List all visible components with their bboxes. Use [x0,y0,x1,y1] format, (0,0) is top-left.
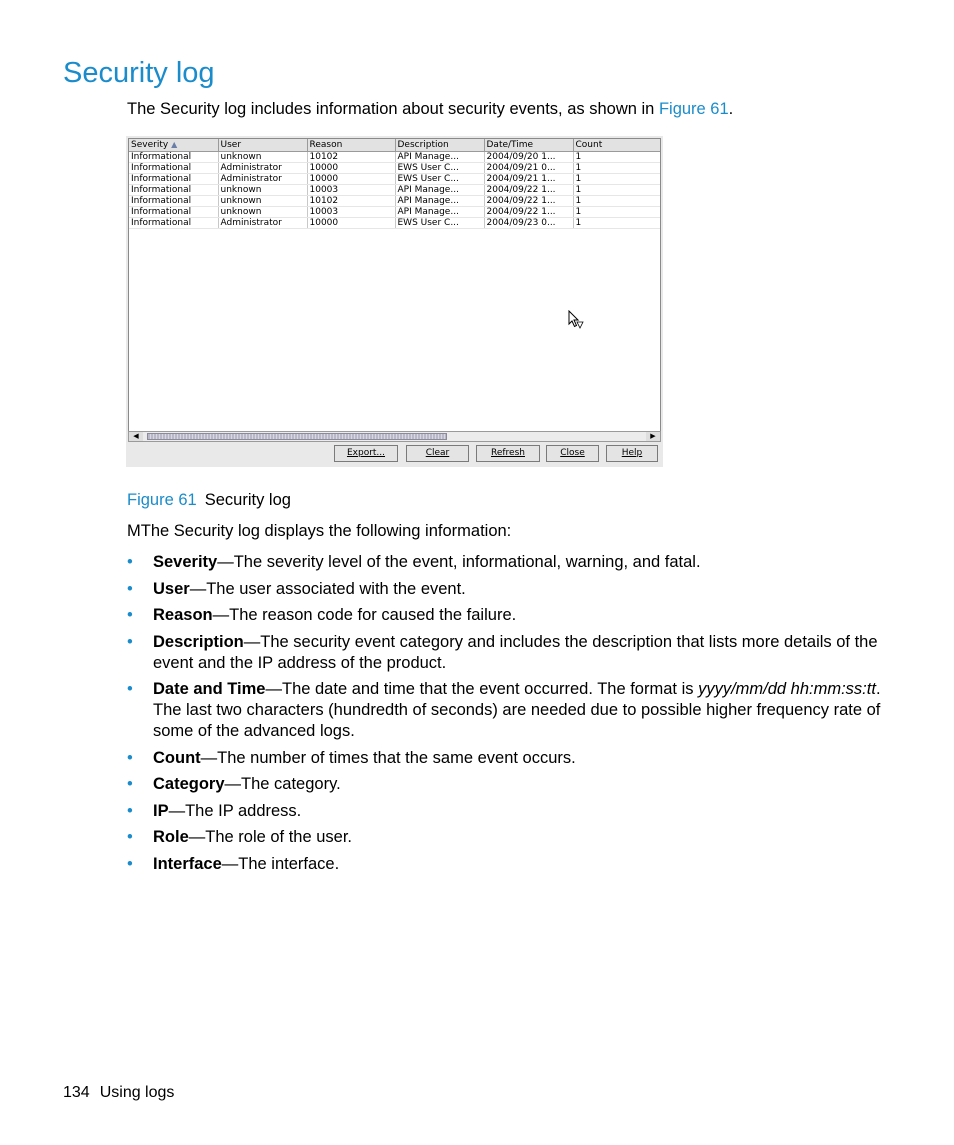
cell-user: Administrator [218,218,307,229]
field-description: —The IP address. [168,801,302,820]
cell-reason: 10000 [307,218,395,229]
field-description: —The number of times that the same event occurs. [200,748,576,767]
list-item [127,854,887,875]
cell-description: API Manage... [395,207,484,218]
table-header-row [129,139,661,152]
bullet-icon: • [127,553,133,571]
export-button[interactable]: Export... [334,445,398,462]
cell-date-time: 2004/09/23 0... [484,218,573,229]
intro-text: The Security log includes information about security events, as shown in [127,100,655,118]
cell-description: EWS User C... [395,174,484,185]
cell-count: 1 [573,196,661,207]
field-description: —The category. [224,775,341,793]
field-description: —The user associated with the event. [189,579,466,598]
bullet-icon: • [127,606,133,624]
cell-count: 1 [573,174,661,185]
field-description: —The severity level of the event, informational, warning, and fatal. [217,553,701,571]
table-row[interactable] [129,174,661,185]
figure-caption [127,489,291,511]
clear-button[interactable]: Clear [406,445,469,462]
column-header-user[interactable]: User [218,139,307,152]
list-item [127,579,887,600]
list-item [127,774,887,795]
intro-paragraph [127,98,733,120]
bullet-icon: • [127,775,133,793]
bullet-icon: • [127,748,133,767]
list-item [127,801,887,822]
column-header-count[interactable]: Count [573,139,661,152]
field-term: Date and Time [153,680,266,698]
cell-reason: 10003 [307,207,395,218]
table-row[interactable] [129,163,661,174]
mouse-cursor-icon [568,310,584,330]
cell-description: EWS User C... [395,163,484,174]
cell-description: API Manage... [395,185,484,196]
cell-severity: Informational [129,163,218,174]
cell-reason: 10000 [307,163,395,174]
dialog-button-row [126,445,663,463]
field-term: IP [153,801,169,820]
security-log-table [129,139,661,229]
field-description-continued: . The last two characters (hundredth of seconds) are needed due to possible higher frequency rate of some of the advanced logs. [153,680,881,740]
cell-date-time: 2004/09/21 1... [484,174,573,185]
column-header-description[interactable]: Description [395,139,484,152]
cell-date-time: 2004/09/22 1... [484,185,573,196]
bullet-icon: • [127,579,133,598]
field-term: Interface [153,854,222,873]
column-header-reason[interactable]: Reason [307,139,395,152]
bullet-icon: • [127,854,133,873]
figure-link[interactable]: Figure 61 [658,100,729,118]
table-row[interactable] [129,207,661,218]
refresh-button[interactable]: Refresh [476,445,540,462]
close-button[interactable]: Close [546,445,599,462]
cell-user: unknown [218,185,307,196]
scroll-left-icon[interactable]: ◀ [129,432,143,441]
cell-severity: Informational [129,207,218,218]
scrollbar-thumb[interactable] [147,433,447,440]
help-button[interactable]: Help [606,445,658,462]
cell-count: 1 [573,185,661,196]
figure-caption-text: Security log [204,491,291,509]
cell-count: 1 [573,218,661,229]
cell-reason: 10000 [307,174,395,185]
cell-reason: 10102 [307,152,395,163]
column-header-date-time[interactable]: Date/Time [484,139,573,152]
list-item [127,632,887,674]
list-item [127,827,887,848]
footer-section: Using logs [99,1084,175,1101]
list-item [127,679,887,742]
cell-severity: Informational [129,152,218,163]
cell-severity: Informational [129,196,218,207]
table-row[interactable] [129,185,661,196]
page-footer [63,1082,174,1104]
cell-user: Administrator [218,174,307,185]
cell-user: unknown [218,196,307,207]
cell-date-time: 2004/09/22 1... [484,207,573,218]
cell-reason: 10102 [307,196,395,207]
field-term: Count [153,748,201,767]
table-row[interactable] [129,196,661,207]
field-description: —The date and time that the event occurred. The format is [265,680,699,698]
security-log-screenshot [126,136,663,467]
list-item [127,605,887,626]
page-number: 134 [63,1084,90,1101]
field-term: Role [153,828,189,846]
bullet-icon: • [127,680,133,698]
cell-user: Administrator [218,163,307,174]
list-item [127,552,887,573]
field-description: —The role of the user. [188,828,353,846]
field-description: —The reason code for caused the failure. [212,606,517,624]
list-item [127,748,887,769]
field-term: Severity [153,553,218,571]
intro-end: . [728,100,734,118]
cell-severity: Informational [129,185,218,196]
lead-paragraph: MThe Security log displays the following information: [127,522,512,540]
cell-date-time: 2004/09/21 0... [484,163,573,174]
sort-ascending-icon: ▲ [171,140,178,149]
field-format: yyyy/mm/dd hh:mm:ss:tt [698,680,876,698]
field-description: —The interface. [221,854,340,873]
bullet-icon: • [127,801,133,820]
cell-date-time: 2004/09/22 1... [484,196,573,207]
field-term: Description [153,632,244,651]
cell-count: 1 [573,152,661,163]
cell-description: EWS User C... [395,218,484,229]
cell-count: 1 [573,207,661,218]
security-log-table-area [128,138,661,435]
figure-label: Figure 61 [127,491,197,509]
cell-description: API Manage... [395,152,484,163]
field-term: User [153,579,190,598]
field-description: —The security event category and includes the description that lists more details of the event and the IP address of the product. [153,632,878,672]
table-row[interactable] [129,218,661,229]
cell-severity: Informational [129,174,218,185]
field-list [127,552,887,880]
cell-reason: 10003 [307,185,395,196]
cell-count: 1 [573,163,661,174]
field-term: Reason [153,606,213,624]
field-term: Category [153,775,225,793]
bullet-icon: • [127,828,133,846]
cell-user: unknown [218,207,307,218]
cell-user: unknown [218,152,307,163]
column-header-severity[interactable]: Severity ▲ [129,139,218,152]
horizontal-scrollbar[interactable] [128,431,661,442]
cell-severity: Informational [129,218,218,229]
page-title: Security log [63,57,215,89]
scroll-right-icon[interactable]: ▶ [646,432,660,441]
cell-description: API Manage... [395,196,484,207]
cell-date-time: 2004/09/20 1... [484,152,573,163]
bullet-icon: • [127,632,133,651]
table-row[interactable] [129,152,661,163]
